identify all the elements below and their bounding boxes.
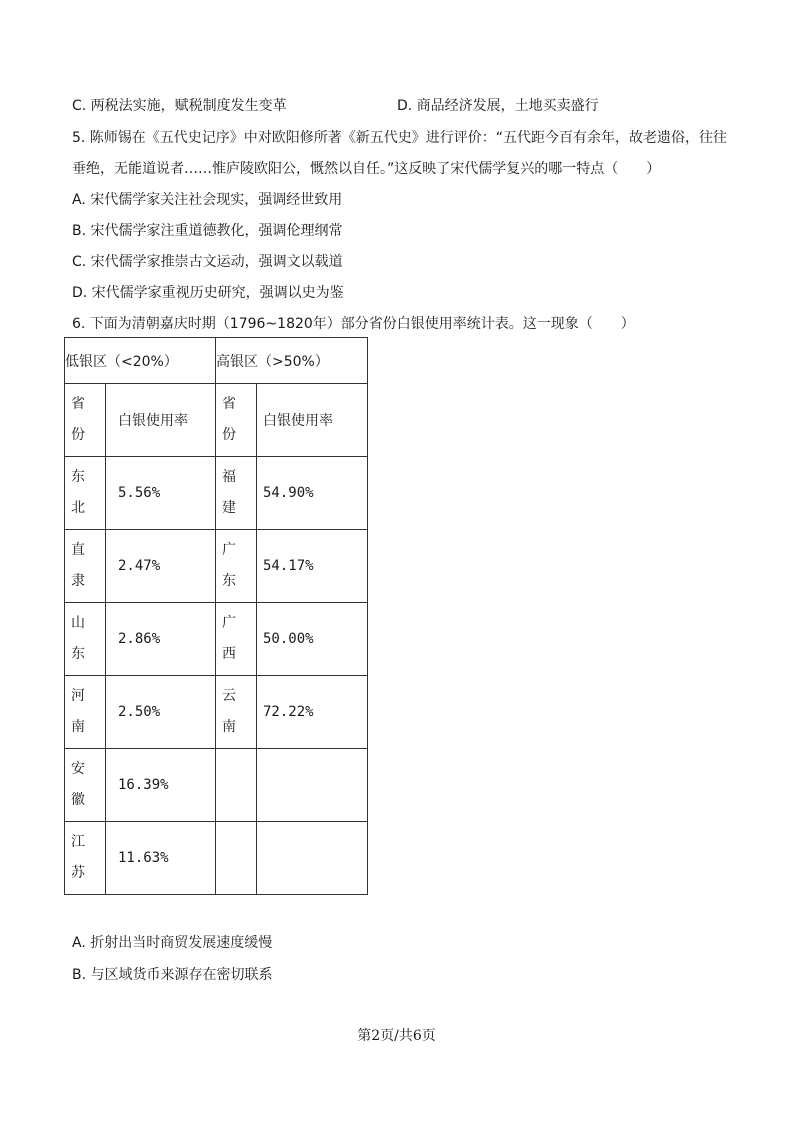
low-province: 江 苏 <box>65 822 106 895</box>
q5-option-d: D. 宋代儒学家重视历史研究，强调以史为鉴 <box>72 285 344 301</box>
q5-stem-line1: 5. 陈师锡在《五代史记序》中对欧阳修所著《新五代史》进行评价：“五代距今百有余年，故老遗俗，往往 <box>72 130 728 146</box>
table-row <box>65 749 368 822</box>
low-rate: 2.86% <box>106 603 216 676</box>
silver-usage-table <box>64 337 368 895</box>
low-rate: 2.50% <box>106 676 216 749</box>
low-province: 东 北 <box>65 457 106 530</box>
q5-stem-line2: 垂绝，无能道说者……惟庐陵欧阳公，慨然以自任。”这反映了宋代儒学复兴的哪一特点（ ） <box>72 161 661 177</box>
low-rate: 11.63% <box>106 822 216 895</box>
rate-col-header: 白银使用率 <box>257 384 368 457</box>
low-province: 直 隶 <box>65 530 106 603</box>
low-province: 河 南 <box>65 676 106 749</box>
high-rate-empty <box>257 822 368 895</box>
low-rate: 16.39% <box>106 749 216 822</box>
q6-stem: 6. 下面为清朝嘉庆时期（1796~1820年）部分省份白银使用率统计表。这一现象（ ） <box>72 316 635 332</box>
high-province-empty <box>216 822 257 895</box>
high-province: 广 东 <box>216 530 257 603</box>
q4-option-d: D. 商品经济发展，土地买卖盛行 <box>397 98 599 114</box>
high-silver-header: 高银区（>50%） <box>216 338 368 384</box>
high-rate: 54.90% <box>257 457 368 530</box>
high-province: 福 建 <box>216 457 257 530</box>
table-header-row <box>65 338 368 384</box>
low-rate: 5.56% <box>106 457 216 530</box>
high-province-empty <box>216 749 257 822</box>
low-province: 山 东 <box>65 603 106 676</box>
low-silver-header: 低银区（<20%） <box>65 338 216 384</box>
low-rate: 2.47% <box>106 530 216 603</box>
province-col-header: 省 份 <box>216 384 257 457</box>
q6-option-b: B. 与区域货币来源存在密切联系 <box>72 967 273 983</box>
high-province: 广 西 <box>216 603 257 676</box>
high-rate-empty <box>257 749 368 822</box>
table-row <box>65 822 368 895</box>
page-footer: 第2页/共6页 <box>357 1028 436 1044</box>
table-row <box>65 457 368 530</box>
q5-option-b: B. 宋代儒学家注重道德教化，强调伦理纲常 <box>72 223 343 239</box>
high-province: 云 南 <box>216 676 257 749</box>
low-province: 安 徽 <box>65 749 106 822</box>
rate-col-header: 白银使用率 <box>106 384 216 457</box>
q5-option-c: C. 宋代儒学家推崇古文运动，强调文以载道 <box>72 254 343 270</box>
high-rate: 50.00% <box>257 603 368 676</box>
q5-option-a: A. 宋代儒学家关注社会现实，强调经世致用 <box>72 192 343 208</box>
table-row <box>65 676 368 749</box>
q4-option-c: C. 两税法实施，赋税制度发生变革 <box>72 98 287 114</box>
high-rate: 54.17% <box>257 530 368 603</box>
province-col-header: 省 份 <box>65 384 106 457</box>
high-rate: 72.22% <box>257 676 368 749</box>
table-row <box>65 603 368 676</box>
table-subheader-row <box>65 384 368 457</box>
q6-option-a: A. 折射出当时商贸发展速度缓慢 <box>72 935 273 951</box>
table-row <box>65 530 368 603</box>
